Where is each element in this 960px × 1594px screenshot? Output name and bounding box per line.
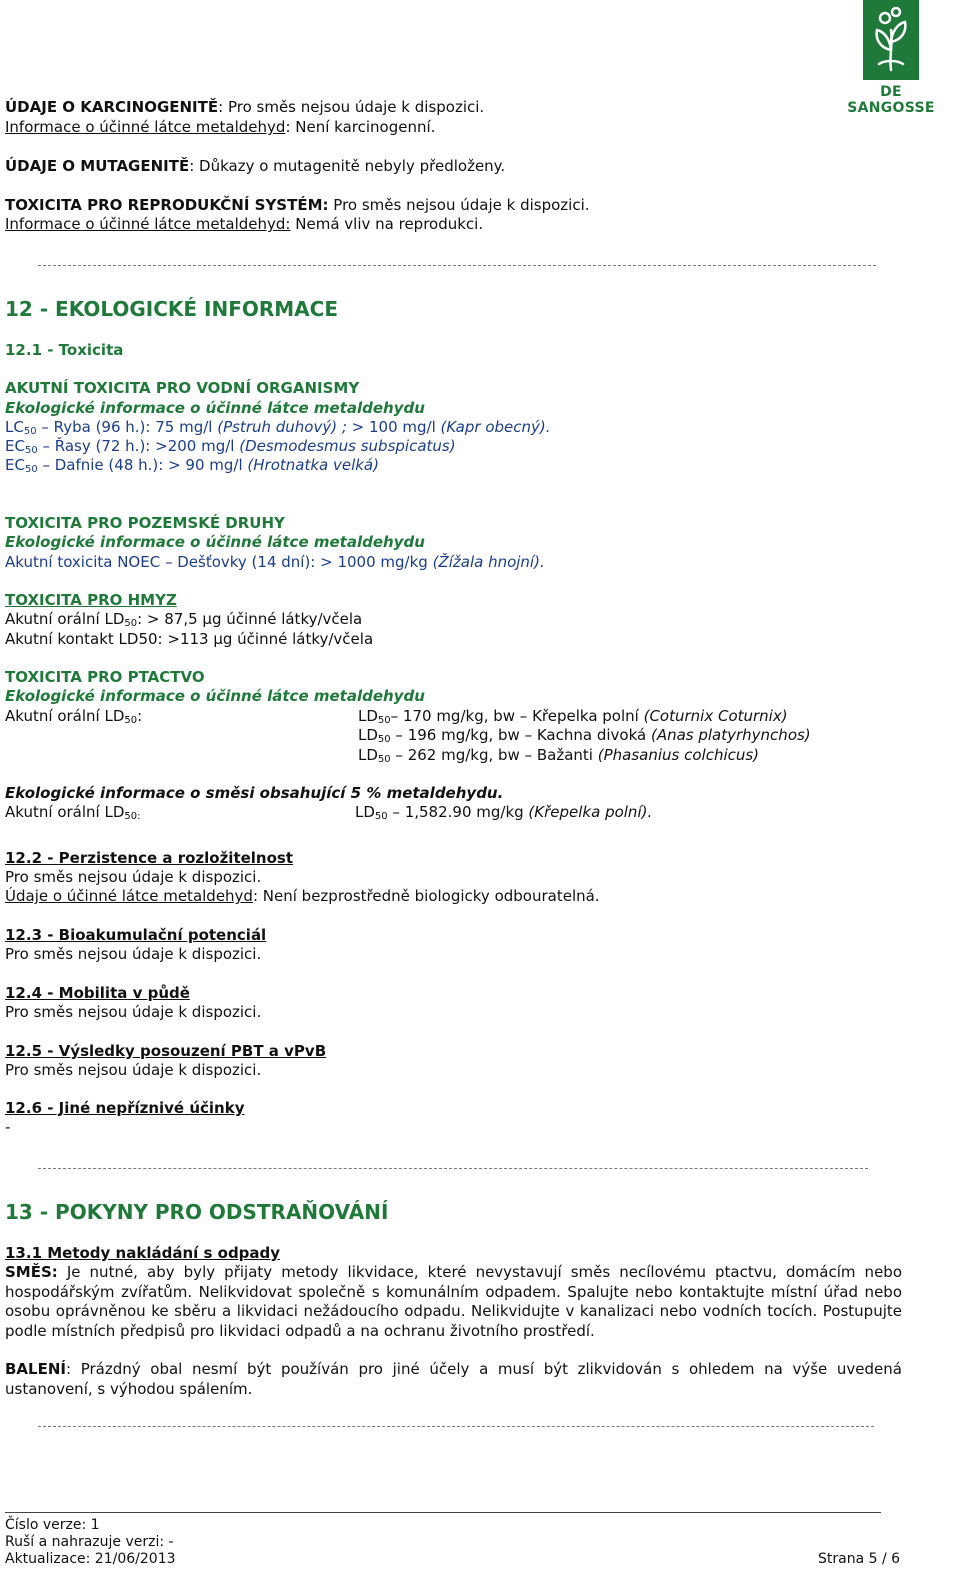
section-12-4-title: 12.4 - Mobilita v půdě <box>5 984 190 1002</box>
repro-info-line <box>5 215 483 234</box>
company-logo <box>836 0 946 116</box>
terrestrial-subtitle: Ekologické informace o účinné látce metaldehydu <box>5 533 425 551</box>
section-13-pack-paragraph <box>5 1360 902 1399</box>
muta-text: : Důkazy o mutagenitě nebyly předloženy. <box>189 157 506 175</box>
row-subscript: 50 <box>24 464 38 475</box>
section-12-title: 12 - EKOLOGICKÉ INFORMACE <box>5 297 338 321</box>
row-species: (Desmodesmus subspicatus) <box>239 437 456 455</box>
row-prefix: LC <box>5 418 24 436</box>
row-text: – Řasy (72 h.): >200 mg/l <box>37 437 240 455</box>
bees-oral-label: Akutní orální LD <box>5 610 125 628</box>
logo-emblem <box>863 0 919 80</box>
row-species: (Phasanius colchicus) <box>597 746 760 764</box>
section-13-1-title: 13.1 Metody nakládání s odpady <box>5 1244 281 1262</box>
carcino-info-label: Informace o účinné látce metaldehyd <box>5 118 286 136</box>
bees-title: TOXICITA PRO HMYZ <box>5 591 177 609</box>
mix-paragraph-text: Je nutné, aby byly přijaty metody likvidace, které nevystavují směs necílovému ptactvu, domácím nebo hospodářským zvířatům. Nelikvidovat společně s komunálním odpadem. Spalujte nebo kontaktujte místní úřad nebo osobu oprávněnou ke sběru a likvidaci nežádoucího odpadu. Nelikvidujte v kanalizaci nebo vodních tocích. Postupujte podle místních předpisů pro likvidaci odpadů a na ochranu životního prostředí. <box>5 1263 902 1340</box>
repro-line <box>5 196 590 215</box>
birds-label-sub: 50 <box>124 715 138 726</box>
bees-oral-value: : > 87,5 µg účinné látky/včela <box>137 610 363 628</box>
mix-prefix: LD <box>355 803 375 821</box>
birds-title: TOXICITA PRO PTACTVO <box>5 668 205 686</box>
row-prefix: EC <box>5 456 25 474</box>
row-subscript: 50 <box>377 715 391 726</box>
row-subscript: 50 <box>377 754 391 765</box>
section-12-2-line2 <box>5 887 600 906</box>
bees-contact: Akutní kontakt LD50: >113 µg účinné látky/včela <box>5 630 374 648</box>
mix-label-sub: 50: <box>124 811 141 822</box>
carcino-line <box>5 98 484 117</box>
row-prefix: LD <box>358 746 378 764</box>
pack-paragraph-label: BALENÍ <box>5 1360 66 1378</box>
row-text: – Ryba (96 h.): 75 mg/l <box>36 418 218 436</box>
footer-updated: Aktualizace: 21/06/2013 <box>5 1551 176 1567</box>
row-subscript: 50 <box>23 426 37 437</box>
row-text: – 262 mg/kg, bw – Bažanti <box>390 746 598 764</box>
section-12-4-line1: Pro směs nejsou údaje k dispozici. <box>5 1003 262 1021</box>
logo-wordmark: DE SANGOSSE <box>847 84 935 116</box>
row-prefix: LD <box>358 707 378 725</box>
section-12-5-line1: Pro směs nejsou údaje k dispozici. <box>5 1061 262 1079</box>
terrestrial-species: (Žížala hnojní). <box>432 553 545 571</box>
carcino-text: : Pro směs nejsou údaje k dispozici. <box>218 98 485 116</box>
mix-value <box>355 803 652 826</box>
aquatic-row <box>5 456 379 479</box>
section-12-2-text: : Není bezprostředně biologicky odbouratelná. <box>252 887 600 905</box>
row-prefix: LD <box>358 726 378 744</box>
birds-subtitle: Ekologické informace o účinné látce metaldehydu <box>5 687 425 705</box>
row-subscript: 50 <box>24 445 38 456</box>
row-species: (Anas platyrhynchos) <box>650 726 811 744</box>
muta-label: ÚDAJE O MUTAGENITĚ <box>5 157 190 175</box>
terrestrial-value: Akutní toxicita NOEC – Dešťovky (14 dní): > 1000 mg/kg <box>5 553 433 571</box>
section-13-title: 13 - POKYNY PRO ODSTRAŇOVÁNÍ <box>5 1200 389 1224</box>
birds-label-text: Akutní orální LD <box>5 707 125 725</box>
mix-species: (Křepelka polní). <box>528 803 653 821</box>
row-species: (Coturnix Coturnix) <box>643 707 788 725</box>
section-12-1-title: 12.1 - Toxicita <box>5 341 124 359</box>
row-text: – Dafnie (48 h.): > 90 mg/l <box>37 456 248 474</box>
terrestrial-text <box>5 553 545 572</box>
footer-version: Číslo verze: 1 <box>5 1517 100 1533</box>
mix-label <box>5 803 140 826</box>
pack-paragraph-text: : Prázdný obal nesmí být používán pro jiné účely a musí být zlikvidován s ohledem na výše uvedená ustanovení, s výhodou spálením. <box>5 1360 902 1398</box>
repro-info-label: Informace o účinné látce metaldehyd: <box>5 215 291 233</box>
muta-line <box>5 157 505 176</box>
row-text: – 170 mg/kg, bw – Křepelka polní <box>390 707 644 725</box>
divider <box>38 1168 868 1169</box>
mix-title: Ekologické informace o směsi obsahující 5 % metaldehydu. <box>5 784 504 802</box>
footer-replaces: Ruší a nahrazuje verzi: - <box>5 1534 174 1550</box>
row-species: (Pstruh duhový) ; <box>217 418 352 436</box>
carcino-label: ÚDAJE O KARCINOGENITĚ <box>5 98 219 116</box>
carcino-info-text: : Není karcinogenní. <box>285 118 436 136</box>
mix-subscript: 50 <box>374 811 388 822</box>
divider <box>38 265 876 266</box>
section-12-3-line1: Pro směs nejsou údaje k dispozici. <box>5 945 262 963</box>
aquatic-title: AKUTNÍ TOXICITA PRO VODNÍ ORGANISMY <box>5 379 360 397</box>
section-12-2-label: Údaje o účinné látce metaldehyd <box>5 887 253 905</box>
terrestrial-title: TOXICITA PRO POZEMSKÉ DRUHY <box>5 514 285 532</box>
section-12-6-title: 12.6 - Jiné nepříznivé účinky <box>5 1099 245 1117</box>
section-12-3-title: 12.3 - Bioakumulační potenciál <box>5 926 267 944</box>
bees-oral-sub: 50 <box>124 618 138 629</box>
section-12-5-title: 12.5 - Výsledky posouzení PBT a vPvB <box>5 1042 327 1060</box>
footer-rule <box>5 1512 881 1513</box>
section-13-mix-paragraph <box>5 1263 902 1341</box>
section-12-6-line1: - <box>5 1118 11 1136</box>
footer-page-number: Strana 5 / 6 <box>818 1551 901 1567</box>
birds-label <box>5 707 142 730</box>
mix-label-text: Akutní orální LD <box>5 803 125 821</box>
carcino-info-line <box>5 118 435 137</box>
mix-paragraph-label: SMĚS: <box>5 1263 58 1281</box>
aquatic-subtitle: Ekologické informace o účinné látce metaldehydu <box>5 399 425 417</box>
repro-label: TOXICITA PRO REPRODUKČNÍ SYSTÉM: <box>5 196 329 214</box>
row-text-2: > 100 mg/l <box>351 418 441 436</box>
birds-row <box>358 746 759 769</box>
row-subscript: 50 <box>377 734 391 745</box>
mix-text: – 1,582.90 mg/kg <box>387 803 529 821</box>
row-prefix: EC <box>5 437 25 455</box>
row-species: (Hrotnatka velká) <box>247 456 379 474</box>
repro-info-text: Nemá vliv na reprodukci. <box>290 215 484 233</box>
divider <box>38 1426 874 1427</box>
row-species-2: (Kapr obecný). <box>440 418 551 436</box>
birds-label-colon: : <box>137 707 143 725</box>
section-12-2-title: 12.2 - Perzistence a rozložitelnost <box>5 849 294 867</box>
row-text: – 196 mg/kg, bw – Kachna divoká <box>390 726 651 744</box>
repro-text: Pro směs nejsou údaje k dispozici. <box>328 196 590 214</box>
section-12-2-line1: Pro směs nejsou údaje k dispozici. <box>5 868 262 886</box>
